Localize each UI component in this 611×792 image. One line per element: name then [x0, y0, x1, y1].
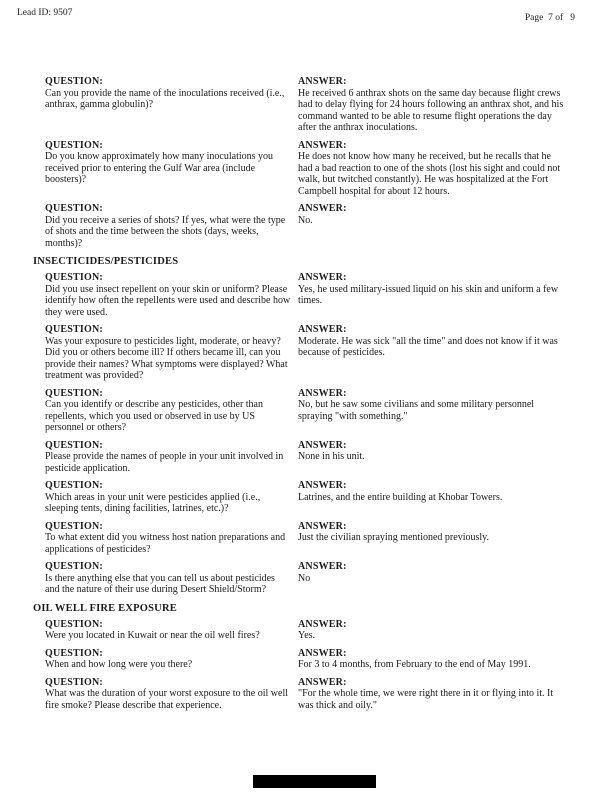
question-text: Which areas in your unit were pesticides applied (i.e., sleeping tents, dining facilities, latrines, etc.)?: [45, 491, 261, 514]
question-cell: [45, 648, 291, 671]
answer-label: ANSWER:: [298, 272, 347, 283]
question-cell: [45, 619, 291, 642]
question-text: Was your exposure to pesticides light, moderate, or heavy? Did you or others become ill? If others became ill, can you provide their names? What symptoms were displayed? What treatment was provided?: [45, 335, 288, 381]
answer-text: Latrines, and the entire building at Khobar Towers.: [298, 491, 503, 503]
answer-label: ANSWER:: [298, 439, 347, 451]
question-text: Did you receive a series of shots? If yes, what were the type of shots and the time between the shots (days, weeks, months)?: [45, 214, 286, 249]
question-cell: [45, 388, 291, 434]
answer-cell: [298, 324, 566, 382]
answer-label: ANSWER:: [298, 139, 347, 151]
question-text: When and how long were you there?: [45, 659, 193, 670]
question-cell: [45, 440, 291, 475]
question-text: Do you know approximately how many inoculations you received prior to entering the Gulf War area (include boosters)?: [45, 151, 274, 185]
answer-text: He received 6 anthrax shots on the same day because flight crews had to delay flying for 24 hours following an anthrax shot, and his command wanted to be able to resume flight operations the day after the anthrax inoculations.: [298, 87, 564, 133]
answer-label: ANSWER:: [298, 76, 347, 87]
qa-row: [33, 324, 585, 382]
answer-cell: [298, 521, 566, 556]
question-text: What was the duration of your worst exposure to the oil well fire smoke? Please describe that experience.: [45, 688, 288, 711]
qa-row: [33, 521, 585, 556]
answer-cell: [298, 677, 566, 712]
question-label: QUESTION:: [45, 647, 103, 659]
answer-cell: [298, 76, 566, 134]
question-label: QUESTION:: [45, 676, 103, 688]
answer-text: None in his unit.: [298, 451, 365, 462]
answer-label: ANSWER:: [298, 676, 347, 688]
question-text: To what extent did you witness host nation preparations and applications of pesticides?: [45, 532, 286, 555]
question-text: Were you located in Kuwait or near the oil well fires?: [45, 630, 260, 641]
qa-row: [33, 140, 585, 198]
qa-row: [33, 561, 585, 596]
question-label: QUESTION:: [45, 618, 103, 630]
redaction-bar: [253, 775, 376, 788]
question-label: QUESTION:: [45, 139, 103, 151]
question-label: QUESTION:: [45, 324, 103, 335]
qa-row: [33, 440, 585, 475]
answer-text: No, but he saw some civilians and some military personnel spraying "with something.": [298, 399, 535, 422]
question-label: QUESTION:: [45, 76, 103, 87]
question-cell: [45, 203, 291, 249]
question-cell: [45, 561, 291, 596]
answer-text: Yes.: [298, 630, 316, 641]
answer-text: Just the civilian spraying mentioned previously.: [298, 532, 489, 543]
question-text: Can you identify or describe any pesticides, other than repellents, which you used or observed in use by US personnel or others?: [45, 399, 263, 433]
answer-label: ANSWER:: [298, 647, 347, 659]
question-cell: [45, 140, 291, 198]
question-label: QUESTION:: [45, 480, 103, 491]
qa-row: [33, 203, 585, 249]
answer-cell: [298, 203, 566, 249]
lead-id-label: Lead ID: 9507: [17, 8, 73, 18]
answer-label: ANSWER:: [298, 618, 347, 630]
qa-row: [33, 76, 585, 134]
question-label: QUESTION:: [45, 387, 103, 399]
answer-label: ANSWER:: [298, 520, 347, 532]
answer-cell: [298, 619, 566, 642]
answer-text: Yes, he used military-issued liquid on his skin and uniform a few times.: [298, 283, 559, 306]
question-text: Did you use insect repellent on your skin or uniform? Please identify how often the repellents were used and describe how they were used.: [45, 283, 291, 318]
answer-cell: [298, 648, 566, 671]
qa-row: [33, 619, 585, 642]
qa-row: [33, 480, 585, 515]
answer-label: ANSWER:: [298, 324, 347, 335]
answer-label: ANSWER:: [298, 480, 347, 491]
qa-row: [33, 677, 585, 712]
question-cell: [45, 324, 291, 382]
section-heading-oil-well-fire: OIL WELL FIRE EXPOSURE: [33, 602, 177, 614]
answer-cell: [298, 561, 566, 596]
section-heading-insecticides: INSECTICIDES/PESTICIDES: [33, 256, 179, 267]
answer-cell: [298, 388, 566, 434]
answer-cell: [298, 140, 566, 198]
qa-row: [33, 648, 585, 671]
qa-content: [33, 76, 585, 717]
question-text: Can you provide the name of the inoculations received (i.e., anthrax, gamma globulin)?: [45, 87, 285, 110]
page-number-label: Page 7 of 9: [524, 13, 575, 23]
answer-text: "For the whole time, we were right there in it or flying into it. It was thick and oily.": [298, 688, 554, 711]
answer-label: ANSWER:: [298, 561, 347, 572]
answer-text: No.: [298, 214, 313, 226]
answer-text: No: [298, 572, 311, 584]
question-cell: [45, 76, 291, 134]
answer-cell: [298, 272, 566, 318]
question-cell: [45, 677, 291, 712]
question-label: QUESTION:: [45, 520, 103, 532]
qa-row: [33, 388, 585, 434]
question-label: QUESTION:: [45, 561, 103, 572]
question-text: Is there anything else that you can tell us about pesticides and the nature of their use during Desert Shield/Storm?: [45, 572, 275, 595]
question-text: Please provide the names of people in your unit involved in pesticide application.: [45, 451, 284, 474]
question-label: QUESTION:: [45, 203, 103, 214]
question-label: QUESTION:: [45, 272, 103, 283]
question-label: QUESTION:: [45, 439, 103, 451]
question-cell: [45, 272, 291, 318]
question-cell: [45, 521, 291, 556]
qa-row: [33, 272, 585, 318]
question-cell: [45, 480, 291, 515]
answer-label: ANSWER:: [298, 387, 347, 399]
answer-label: ANSWER:: [298, 203, 347, 214]
answer-cell: [298, 440, 566, 475]
answer-text: He does not know how many he received, but he recalls that he had a bad reaction to one of the shots (lost his sight and could not walk, but twitched constantly). He was hospitalized at the Fort Campbell hospital for about 12 hours.: [298, 151, 561, 197]
answer-cell: [298, 480, 566, 515]
answer-text: Moderate. He was sick "all the time" and does not know if it was because of pesticides.: [298, 335, 558, 358]
answer-text: For 3 to 4 months, from February to the end of May 1991.: [298, 659, 531, 670]
